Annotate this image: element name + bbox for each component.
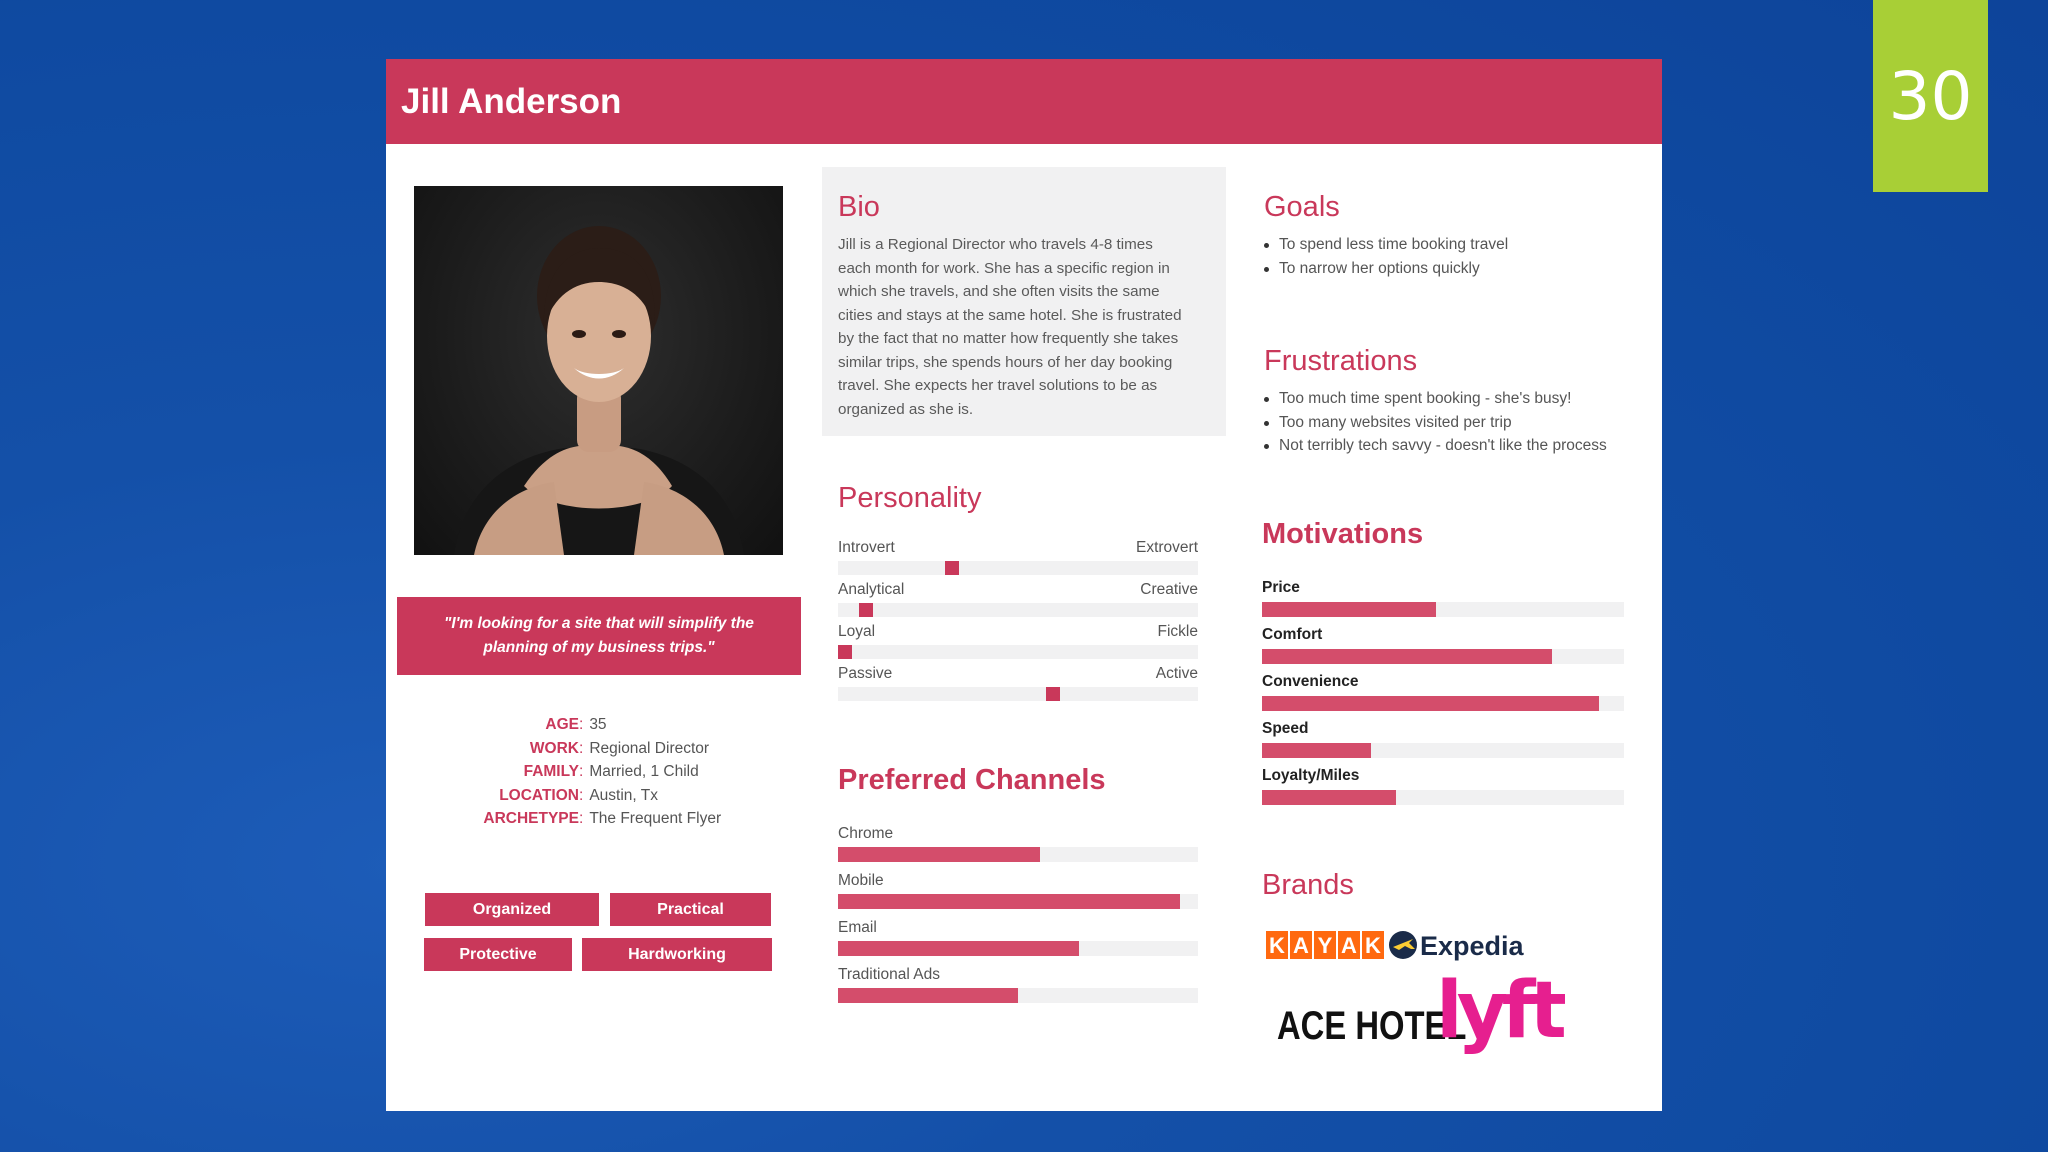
scale-right-label: Extrovert xyxy=(1135,539,1198,556)
motivation-bar xyxy=(1262,743,1371,758)
motivation-bar-track xyxy=(1262,743,1624,758)
svg-text:ACE HOTEL: ACE HOTEL xyxy=(1277,1002,1467,1048)
motivation-loyalty-miles xyxy=(1262,767,1624,813)
frustrations-list xyxy=(1262,387,1607,458)
channel-bar xyxy=(838,941,1079,956)
personality-scale-loyal-fickle xyxy=(838,623,1198,665)
motivation-bar-track xyxy=(1262,602,1624,617)
motivation-label: Speed xyxy=(1262,720,1309,737)
fact-archetype: ARCHETYPE : The Frequent Flyer xyxy=(386,810,806,834)
scale-track xyxy=(838,603,1198,617)
bio-line: travel. She expects her travel solutions to be as xyxy=(838,377,1158,394)
bio-title: Bio xyxy=(838,191,880,223)
fact-family: FAMILY : Married, 1 Child xyxy=(386,763,806,787)
motivation-speed xyxy=(1262,720,1624,766)
motivation-bar xyxy=(1262,649,1552,664)
slide-number-badge xyxy=(1873,0,1988,192)
goal-item: To spend less time booking travel xyxy=(1262,233,1508,257)
fact-value: 35 xyxy=(589,716,607,733)
scale-left-label: Passive xyxy=(838,665,893,682)
fact-label: ARCHETYPE xyxy=(483,810,579,827)
fact-value: Married, 1 Child xyxy=(589,763,699,780)
fact-age: AGE : 35 xyxy=(386,716,806,740)
goal-item: To narrow her options quickly xyxy=(1262,257,1508,281)
channel-traditional-ads xyxy=(838,966,1198,1010)
scale-left-label: Introvert xyxy=(838,539,895,556)
goals-title: Goals xyxy=(1264,191,1340,223)
personality-title: Personality xyxy=(838,482,982,514)
svg-text:Y: Y xyxy=(1317,933,1333,958)
scale-marker xyxy=(838,645,852,659)
svg-text:A: A xyxy=(1293,933,1309,958)
brands-title: Brands xyxy=(1262,869,1354,901)
motivation-label: Convenience xyxy=(1262,673,1359,690)
motivation-bar xyxy=(1262,696,1599,711)
scale-track xyxy=(838,687,1198,701)
ace-hotel-logo xyxy=(1277,997,1467,1052)
channel-bar xyxy=(838,988,1018,1003)
frustration-item: Not terribly tech savvy - doesn't like the process xyxy=(1262,434,1607,458)
trait-tag-organized: Organized xyxy=(425,893,599,926)
fact-location: LOCATION : Austin, Tx xyxy=(386,787,806,811)
fact-label: AGE xyxy=(545,716,579,733)
persona-quote: "I'm looking for a site that will simplify the planning of my business trips." xyxy=(444,615,754,656)
channel-label: Mobile xyxy=(838,872,884,889)
svg-text:A: A xyxy=(1341,933,1357,958)
fact-value: Austin, Tx xyxy=(589,786,658,804)
personality-scale-introvert-extrovert xyxy=(838,539,1198,581)
motivation-bar-track xyxy=(1262,790,1624,805)
persona-card xyxy=(386,59,1662,1111)
channel-bar-track xyxy=(838,941,1198,956)
bio-line: Jill is a Regional Director who travels 4-8 times xyxy=(838,236,1153,253)
persona-photo xyxy=(414,186,783,555)
bio-text xyxy=(838,233,1218,421)
channel-bar xyxy=(838,894,1180,909)
channel-bar-track xyxy=(838,894,1198,909)
channel-email xyxy=(838,919,1198,963)
kayak-logo xyxy=(1266,929,1384,966)
motivation-bar xyxy=(1262,602,1436,617)
fact-value: Regional Director xyxy=(589,739,710,757)
scale-left-label: Loyal xyxy=(838,623,876,640)
persona-name: Jill Anderson xyxy=(401,82,622,121)
motivation-bar-track xyxy=(1262,696,1624,711)
motivation-label: Comfort xyxy=(1262,626,1323,643)
goals-list xyxy=(1262,233,1508,280)
personality-scale-passive-active xyxy=(838,665,1198,707)
bio-section xyxy=(822,167,1226,436)
portrait-image xyxy=(414,186,783,555)
fact-work: WORK : Regional Director xyxy=(386,740,806,764)
frustrations-title: Frustrations xyxy=(1264,345,1418,377)
channels-title: Preferred Channels xyxy=(838,764,1106,796)
motivation-convenience xyxy=(1262,673,1624,719)
motivation-comfort xyxy=(1262,626,1624,672)
svg-text:Expedia: Expedia xyxy=(1420,931,1524,961)
bio-line: each month for work. She has a specific region in xyxy=(838,259,1170,277)
svg-text:lyft: lyft xyxy=(1436,966,1561,1056)
bio-line: which she travels, and she often visits the same xyxy=(838,283,1160,300)
motivation-bar xyxy=(1262,790,1396,805)
channel-label: Chrome xyxy=(838,825,894,842)
motivations-title: Motivations xyxy=(1262,518,1424,550)
svg-text:K: K xyxy=(1269,933,1285,958)
expedia-logo xyxy=(1389,925,1524,970)
scale-marker xyxy=(945,561,959,575)
fact-label: FAMILY xyxy=(523,763,579,780)
fact-label: LOCATION xyxy=(499,786,579,804)
motivation-label: Price xyxy=(1262,579,1300,596)
bio-line: organized as she is. xyxy=(838,400,974,418)
channel-bar-track xyxy=(838,988,1198,1003)
frustration-item: Too much time spent booking - she's busy! xyxy=(1262,387,1607,411)
persona-quote-box xyxy=(397,597,801,675)
fact-label: WORK xyxy=(529,739,579,757)
channel-label: Email xyxy=(838,919,877,936)
bio-line: by the fact that no matter how frequently she takes xyxy=(838,330,1179,347)
personality-scale-analytical-creative xyxy=(838,581,1198,623)
channel-bar-track xyxy=(838,847,1198,862)
lyft-logo xyxy=(1436,966,1561,1066)
channel-label: Traditional Ads xyxy=(838,966,940,983)
channel-bar xyxy=(838,847,1040,862)
bio-line: similar trips, she spends hours of her day booking xyxy=(838,353,1173,371)
persona-facts xyxy=(386,716,806,834)
scale-track xyxy=(838,645,1198,659)
scale-right-label: Fickle xyxy=(1157,623,1198,640)
card-header xyxy=(386,59,1662,144)
channel-chrome xyxy=(838,825,1198,869)
scale-track xyxy=(838,561,1198,575)
trait-tag-practical: Practical xyxy=(610,893,771,926)
slide-number: 30 xyxy=(1888,57,1973,135)
fact-value: The Frequent Flyer xyxy=(589,810,722,827)
frustration-item: Too many websites visited per trip xyxy=(1262,411,1607,435)
scale-right-label: Creative xyxy=(1140,581,1198,598)
motivation-label: Loyalty/Miles xyxy=(1262,767,1360,784)
scale-marker xyxy=(859,603,873,617)
trait-tag-hardworking: Hardworking xyxy=(582,938,772,971)
scale-marker xyxy=(1046,687,1060,701)
bio-line: cities and stays at the same hotel. She is frustrated xyxy=(838,306,1182,324)
scale-right-label: Active xyxy=(1155,665,1198,682)
svg-text:K: K xyxy=(1365,933,1381,958)
channel-mobile xyxy=(838,872,1198,916)
trait-tag-protective: Protective xyxy=(424,938,572,971)
motivation-bar-track xyxy=(1262,649,1624,664)
motivation-price xyxy=(1262,579,1624,625)
scale-left-label: Analytical xyxy=(838,581,905,598)
